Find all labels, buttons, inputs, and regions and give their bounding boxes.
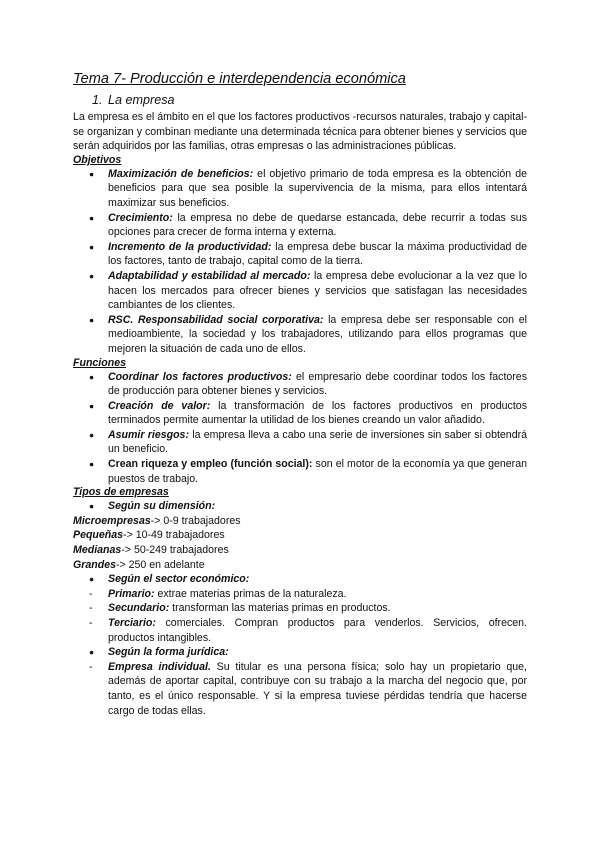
sector-list: [73, 572, 527, 587]
item-lead: Crecimiento:: [108, 211, 173, 224]
funciones-heading: Funciones: [73, 356, 126, 369]
dimension-row: [73, 514, 527, 529]
list-item: [73, 269, 527, 313]
list-item: [73, 587, 527, 602]
dimension-name: Medianas: [73, 544, 122, 557]
item-text: la empresa debe evolucionar a la vez que lo hacen los mercados para ofrecer bienes y servicios que satisfagan las necesidades cambiantes de los clientes.: [108, 269, 527, 312]
juridica-items: [73, 660, 527, 718]
dimension-row: [73, 543, 527, 558]
item-text: la empresa no debe de quedarse estancada, debe recurrir a todas sus opciones para crecer de forma interna y externa.: [108, 211, 527, 239]
item-text: comerciales. Compran productos para venderlos. Servicios, ofrecen. productos intangibles.: [108, 617, 527, 644]
juridica-label: ● Según la forma jurídica:: [73, 645, 527, 660]
item-text: el objetivo primario de toda empresa es la obtención de beneficios para que sea posible la supervivencia de la misma, para ellos intentará maximizar sus beneficios.: [108, 167, 527, 209]
list-item: [73, 240, 527, 269]
dimension-text: -> 250 en adelante: [115, 558, 205, 571]
sector-items: [73, 587, 527, 645]
list-item: [73, 457, 527, 486]
list-item: [73, 616, 527, 645]
dimension-text: -> 0-9 trabajadores: [150, 514, 241, 527]
dimension-text: -> 50-249 trabajadores: [121, 544, 229, 557]
list-item: [73, 211, 527, 240]
item-lead: Asumir riesgos:: [108, 428, 189, 441]
item-lead: RSC. Responsabilidad social corporativa:: [108, 313, 324, 326]
list-item: [73, 399, 527, 428]
item-text: son el motor de la economía ya que generan puestos de trabajo.: [108, 458, 527, 485]
dimension-list: [73, 499, 527, 514]
section-number: 1.: [92, 93, 103, 107]
item-text: la empresa lleva a cabo una serie de inversiones sin saber si obtendrá un beneficio.: [108, 428, 527, 456]
dimension-text: -> 10-49 trabajadores: [123, 529, 225, 542]
dimension-row: [73, 558, 527, 573]
list-item: [73, 370, 527, 399]
list-item: [73, 660, 527, 718]
item-lead: Empresa individual.: [108, 660, 211, 673]
list-item: [73, 167, 527, 211]
sector-label: ● Según el sector económico:: [73, 572, 527, 587]
item-text: la empresa debe buscar la máxima productividad de los factores, tanto de trabajo, capital como de la tierra.: [108, 240, 527, 268]
section-heading: [92, 92, 527, 108]
objetivos-list: [73, 167, 527, 357]
list-item: [73, 313, 527, 357]
item-text: la transformación de los factores productivos en productos terminados permite aumentar la utilidad de los bienes creando un valor añadido.: [108, 399, 527, 427]
dimension-row: [73, 528, 527, 543]
item-text: el empresario debe coordinar todos los factores de producción para obtener bienes y servicios.: [108, 370, 528, 398]
item-lead: Terciario:: [108, 617, 156, 629]
item-lead: Maximización de beneficios:: [108, 167, 254, 180]
juridica-list: [73, 645, 527, 660]
item-lead: Creación de valor:: [108, 399, 211, 412]
item-lead: Primario:: [108, 587, 155, 600]
item-lead: Crean riqueza y empleo (función social):: [108, 458, 313, 471]
list-item: [73, 601, 527, 616]
dimension-name: Pequeñas: [73, 529, 124, 542]
dimension-name: Grandes: [73, 558, 116, 571]
item-lead: Secundario:: [108, 602, 170, 615]
dimension-name: Microempresas: [73, 514, 151, 527]
dimension-label: ● Según su dimensión:: [73, 499, 527, 514]
item-text: transforman las materias primas en productos.: [169, 602, 391, 615]
item-text: la empresa debe ser responsable con el medioambiente, la sociedad y los trabajadores, utilizando para ellos programas que mejoren la situación de cada uno de ellos.: [108, 313, 527, 355]
intro-paragraph: La empresa es el ámbito en el que los factores productivos -recursos naturales, trabajo y capital- se organizan y combinan mediante una determinada técnica para obtener bienes y servicios que serán adquiridos por las familias, otras empresas o las administraciones públicas.: [73, 111, 527, 153]
funciones-list: [73, 370, 527, 487]
document-page: [73, 70, 527, 718]
item-lead: Adaptabilidad y estabilidad al mercado:: [108, 269, 311, 282]
list-item: [73, 428, 527, 457]
objetivos-heading: Objetivos: [73, 153, 122, 166]
item-text: Su titular es una persona física; solo hay un propietario que, además de aportar capital, contribuye con su trabajo a la marcha del negocio que, por tanto, es el único responsable. Y si la empresa tuviese pérdidas tendría que hacerse cargo de todas ellas.: [108, 660, 527, 717]
tipos-heading: Tipos de empresas: [73, 486, 169, 499]
section-title: La empresa: [108, 93, 175, 107]
item-text: extrae materias primas de la naturaleza.: [154, 587, 347, 600]
document-title: Tema 7- Producción e interdependencia económica: [73, 71, 406, 87]
item-lead: Incremento de la productividad:: [108, 240, 272, 253]
item-lead: Coordinar los factores productivos:: [108, 370, 292, 383]
